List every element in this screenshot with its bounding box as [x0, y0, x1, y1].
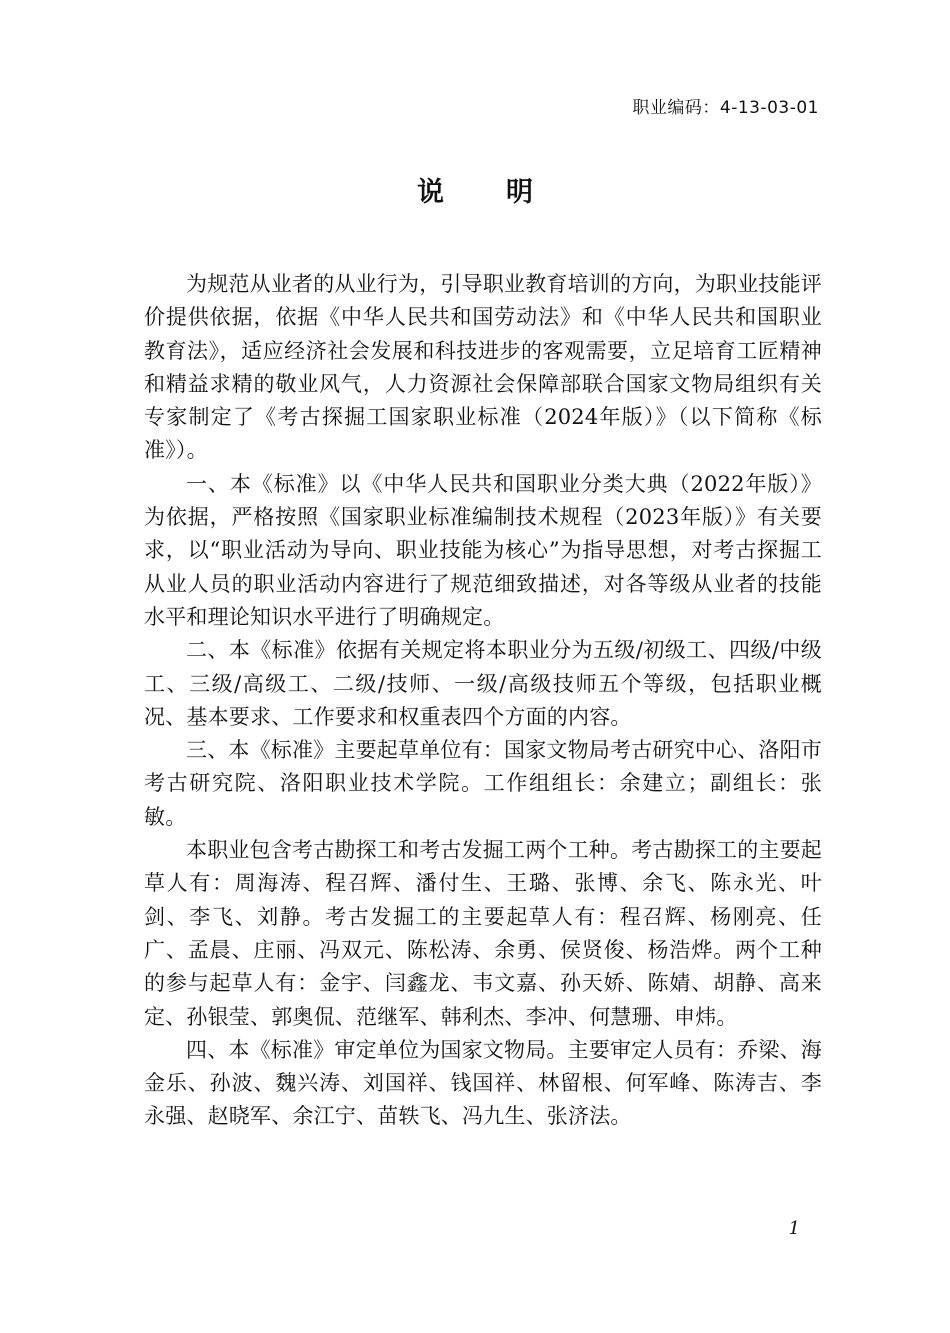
paragraph-item-4: 四、本《标准》审定单位为国家文物局。主要审定人员有：乔梁、海金乐、孙波、魏兴涛、刘国祥、钱国祥、林留根、何军峰、陈涛吉、李永强、赵晓军、余江宁、苗轶飞、冯九生、张济法。 — [144, 1037, 822, 1129]
document-body — [144, 268, 822, 1134]
paragraph-item-2: 二、本《标准》依据有关规定将本职业分为五级/初级工、四级/中级工、三级/高级工、二级/技师、一级/高级技师五个等级，包括职业概况、基本要求、工作要求和权重表四个方面的内容。 — [144, 638, 822, 729]
paragraph-drafters: 本职业包含考古勘探工和考古发掘工两个工种。考古勘探工的主要起草人有：周海涛、程召辉、潘付生、王璐、张博、余飞、陈永光、叶剑、李飞、刘静。考古发掘工的主要起草人有：程召辉、杨刚亮、任广、孟晨、庄丽、冯双元、陈松涛、余勇、侯贤俊、杨浩烨。两个工种的参与起草人有：金宇、闫鑫龙、韦文嘉、孙天娇、陈婧、胡静、高来定、孙银莹、郭奥侃、范继军、韩利杰、李冲、何慧珊、申炜。 — [144, 838, 822, 1029]
paragraph-item-1: 一、本《标准》以《中华人民共和国职业分类大典（2022年版）》为依据，严格按照《国家职业标准编制技术规程（2023年版）》有关要求，以“职业活动为导向、职业技能为核心”为指导思想，对考古探掘工从业人员的职业活动内容进行了规范细致描述，对各等级从业者的技能水平和理论知识水平进行了明确规定。 — [144, 471, 822, 629]
page-title: 说明 — [417, 177, 595, 208]
page-number: 1 — [788, 1218, 800, 1239]
paragraph-item-3: 三、本《标准》主要起草单位有：国家文物局考古研究中心、洛阳市考古研究院、洛阳职业技术学院。工作组组长：余建立；副组长：张敏。 — [144, 738, 822, 829]
paragraph-intro: 为规范从业者的从业行为，引导职业教育培训的方向，为职业技能评价提供依据，依据《中华人民共和国劳动法》和《中华人民共和国职业教育法》，适应经济社会发展和科技进步的客观需要，立足培育工匠精神和精益求精的敬业风气，人力资源社会保障部联合国家文物局组织有关专家制定了《考古探掘工国家职业标准（2024年版）》（以下简称《标准》）。 — [144, 272, 822, 463]
occupation-code: 职业编码：4-13-03-01 — [632, 98, 819, 118]
